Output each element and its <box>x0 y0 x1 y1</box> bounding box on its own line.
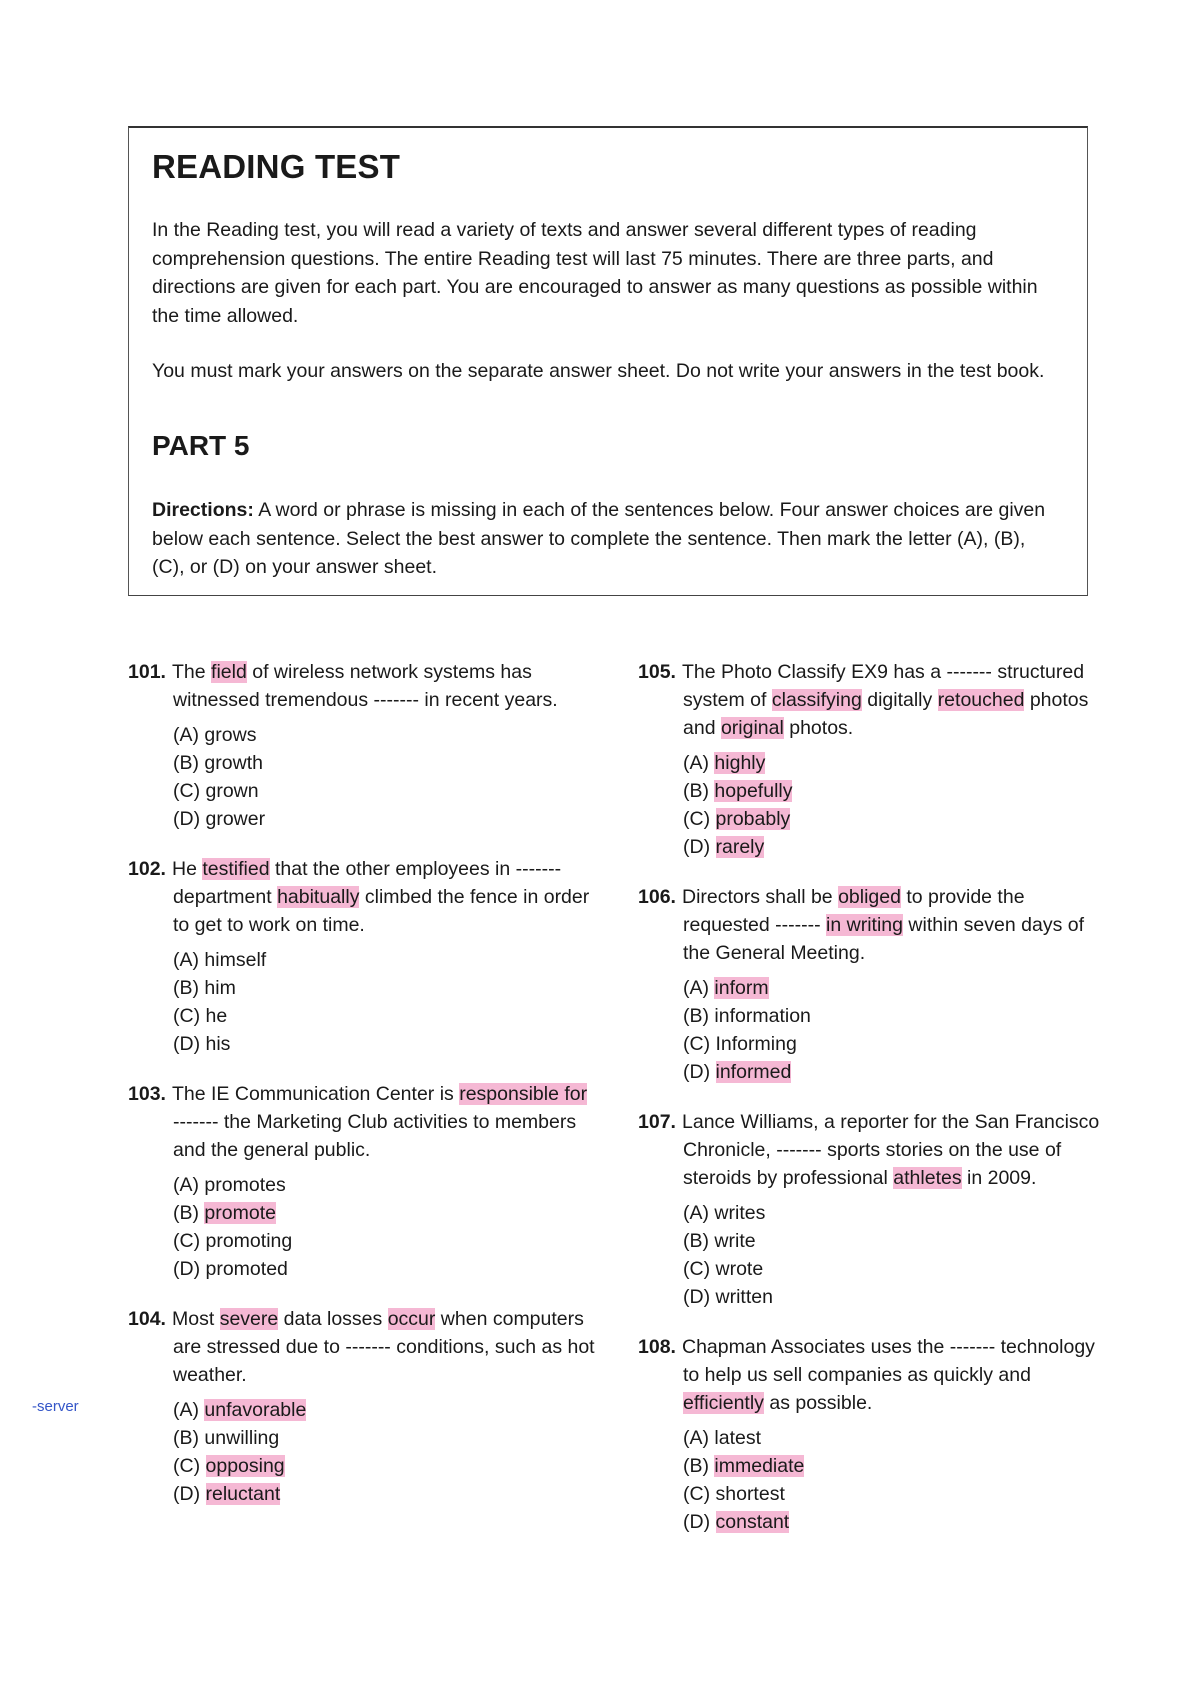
option-text: hopefully <box>714 780 793 802</box>
highlighted-word: testified <box>202 858 270 880</box>
page-title: READING TEST <box>152 148 401 185</box>
question-stem: Directors shall be obliged to provide the requested ------- in writing within seven days of the General Meeting. <box>682 886 1084 964</box>
option-text: him <box>204 977 236 999</box>
answer-sheet-note: You must mark your answers on the separate answer sheet. Do not write your answers in the test book. <box>152 360 1045 382</box>
highlighted-word: classifying <box>771 689 862 711</box>
option-text: grown <box>205 780 259 802</box>
highlighted-word: efficiently <box>683 1392 764 1414</box>
highlighted-word: severe <box>219 1308 279 1330</box>
option-text: promotes <box>204 1174 286 1196</box>
option-text: informed <box>715 1061 792 1083</box>
answer-option: (A) writes <box>683 1202 766 1224</box>
answer-option: (D) promoted <box>173 1258 288 1280</box>
answer-option: (D) reluctant <box>173 1483 281 1505</box>
answer-option: (B) information <box>683 1005 811 1027</box>
option-text: grows <box>204 724 257 746</box>
answer-option: (D) rarely <box>683 836 765 858</box>
answer-option: (C) wrote <box>683 1258 764 1280</box>
question-stem: Chapman Associates uses the ------- technology to help us sell companies as quickly and efficiently as possible. <box>682 1336 1095 1414</box>
option-text: promoting <box>205 1230 293 1252</box>
option-text: promoted <box>205 1258 288 1280</box>
question-stem: The field of wireless network systems has witnessed tremendous ------- in recent years. <box>172 661 558 711</box>
answer-options <box>173 1396 598 1508</box>
answer-option: (A) latest <box>683 1427 762 1449</box>
directions-label: Directions: <box>152 499 254 521</box>
answer-option: (B) write <box>683 1230 756 1252</box>
answer-option: (A) inform <box>683 977 769 999</box>
highlighted-word: original <box>720 717 784 739</box>
answer-options <box>683 749 1108 861</box>
question-102 <box>128 855 598 1058</box>
answer-options <box>683 974 1108 1086</box>
question-108 <box>638 1333 1108 1536</box>
question-stem: He testified that the other employees in ------- department habitually climbed the fence in order to get to work on time. <box>172 858 590 936</box>
margin-note: -server <box>32 1398 79 1415</box>
option-text: grower <box>205 808 266 830</box>
answer-options <box>173 1171 598 1283</box>
option-text: wrote <box>715 1258 764 1280</box>
answer-option: (C) he <box>173 1005 228 1027</box>
option-text: unfavorable <box>204 1399 307 1421</box>
question-107 <box>638 1108 1108 1311</box>
answer-option: (C) promoting <box>173 1230 293 1252</box>
question-stem: The IE Communication Center is responsible for ------- the Marketing Club activities to members and the general public. <box>172 1083 588 1161</box>
question-number: 108. <box>638 1336 676 1358</box>
answer-option: (B) him <box>173 977 236 999</box>
option-text: writes <box>714 1202 766 1224</box>
question-number: 101. <box>128 661 166 683</box>
question-number: 107. <box>638 1111 676 1133</box>
option-text: inform <box>714 977 769 999</box>
answer-options <box>683 1424 1108 1536</box>
question-number: 105. <box>638 661 676 683</box>
option-text: highly <box>714 752 766 774</box>
option-text: unwilling <box>204 1427 280 1449</box>
question-column-left <box>128 658 598 1530</box>
answer-option: (B) unwilling <box>173 1427 280 1449</box>
highlighted-word: retouched <box>937 689 1025 711</box>
option-text: write <box>714 1230 756 1252</box>
answer-option: (A) unfavorable <box>173 1399 307 1421</box>
answer-option: (C) shortest <box>683 1483 785 1505</box>
option-text: he <box>205 1005 228 1027</box>
question-number: 106. <box>638 886 676 908</box>
question-stem: Most severe data losses occur when computers are stressed due to ------- conditions, such as hot weather. <box>172 1308 595 1386</box>
answer-option: (D) informed <box>683 1061 792 1083</box>
option-text: shortest <box>715 1483 785 1505</box>
option-text: constant <box>715 1511 790 1533</box>
answer-option: (C) grown <box>173 780 259 802</box>
answer-option: (C) Informing <box>683 1033 797 1055</box>
answer-options <box>173 721 598 833</box>
answer-options <box>683 1199 1108 1311</box>
answer-option: (A) promotes <box>173 1174 286 1196</box>
directions-paragraph <box>152 496 1062 582</box>
part-heading: PART 5 <box>152 430 250 461</box>
option-text: promote <box>204 1202 276 1224</box>
option-text: opposing <box>205 1455 285 1477</box>
answer-option: (C) opposing <box>173 1455 285 1477</box>
answer-option: (B) promote <box>173 1202 276 1224</box>
question-101 <box>128 658 598 833</box>
highlighted-word: in writing <box>826 914 903 936</box>
question-stem: The Photo Classify EX9 has a ------- structured system of classifying digitally retouched photos and original photos. <box>682 661 1089 739</box>
highlighted-word: habitually <box>277 886 360 908</box>
answer-option: (B) growth <box>173 752 263 774</box>
option-text: growth <box>204 752 263 774</box>
option-text: immediate <box>714 1455 805 1477</box>
option-text: rarely <box>715 836 765 858</box>
option-text: latest <box>714 1427 762 1449</box>
question-stem: Lance Williams, a reporter for the San Francisco Chronicle, ------- sports stories on the use of steroids by professional athletes in 2009. <box>682 1111 1100 1189</box>
answer-option: (B) immediate <box>683 1455 805 1477</box>
answer-option: (C) probably <box>683 808 791 830</box>
directions-text: A word or phrase is missing in each of the sentences below. Four answer choices are given below each sentence. Select the best answer to complete the sentence. Then mark the letter (A), (B), (C), or (D) on your answer sheet. <box>152 499 1046 578</box>
highlighted-word: field <box>211 661 247 683</box>
option-text: written <box>715 1286 773 1308</box>
highlighted-word: responsible for <box>459 1083 588 1105</box>
highlighted-word: obliged <box>838 886 901 908</box>
answer-option: (A) himself <box>173 949 267 971</box>
answer-option: (D) his <box>173 1033 231 1055</box>
option-text: himself <box>204 949 267 971</box>
answer-option: (D) grower <box>173 808 266 830</box>
answer-option: (B) hopefully <box>683 780 793 802</box>
question-number: 104. <box>128 1308 166 1330</box>
question-number: 103. <box>128 1083 166 1105</box>
intro-paragraph: In the Reading test, you will read a variety of texts and answer several different types of reading comprehension questions. The entire Reading test will last 75 minutes. There are three parts, and directions are given for each part. You are encouraged to answer as many questions as possible within the time allowed. <box>152 219 1038 327</box>
question-103 <box>128 1080 598 1283</box>
highlighted-word: occur <box>387 1308 436 1330</box>
option-text: reluctant <box>205 1483 281 1505</box>
option-text: information <box>714 1005 811 1027</box>
question-number: 102. <box>128 858 166 880</box>
answer-option: (D) constant <box>683 1511 790 1533</box>
answer-option: (A) highly <box>683 752 766 774</box>
question-column-right <box>638 658 1108 1558</box>
question-106 <box>638 883 1108 1086</box>
answer-option: (D) written <box>683 1286 773 1308</box>
option-text: Informing <box>715 1033 797 1055</box>
answer-option: (A) grows <box>173 724 257 746</box>
question-104 <box>128 1305 598 1508</box>
option-text: probably <box>715 808 791 830</box>
highlighted-word: athletes <box>893 1167 962 1189</box>
option-text: his <box>205 1033 231 1055</box>
question-105 <box>638 658 1108 861</box>
answer-options <box>173 946 598 1058</box>
